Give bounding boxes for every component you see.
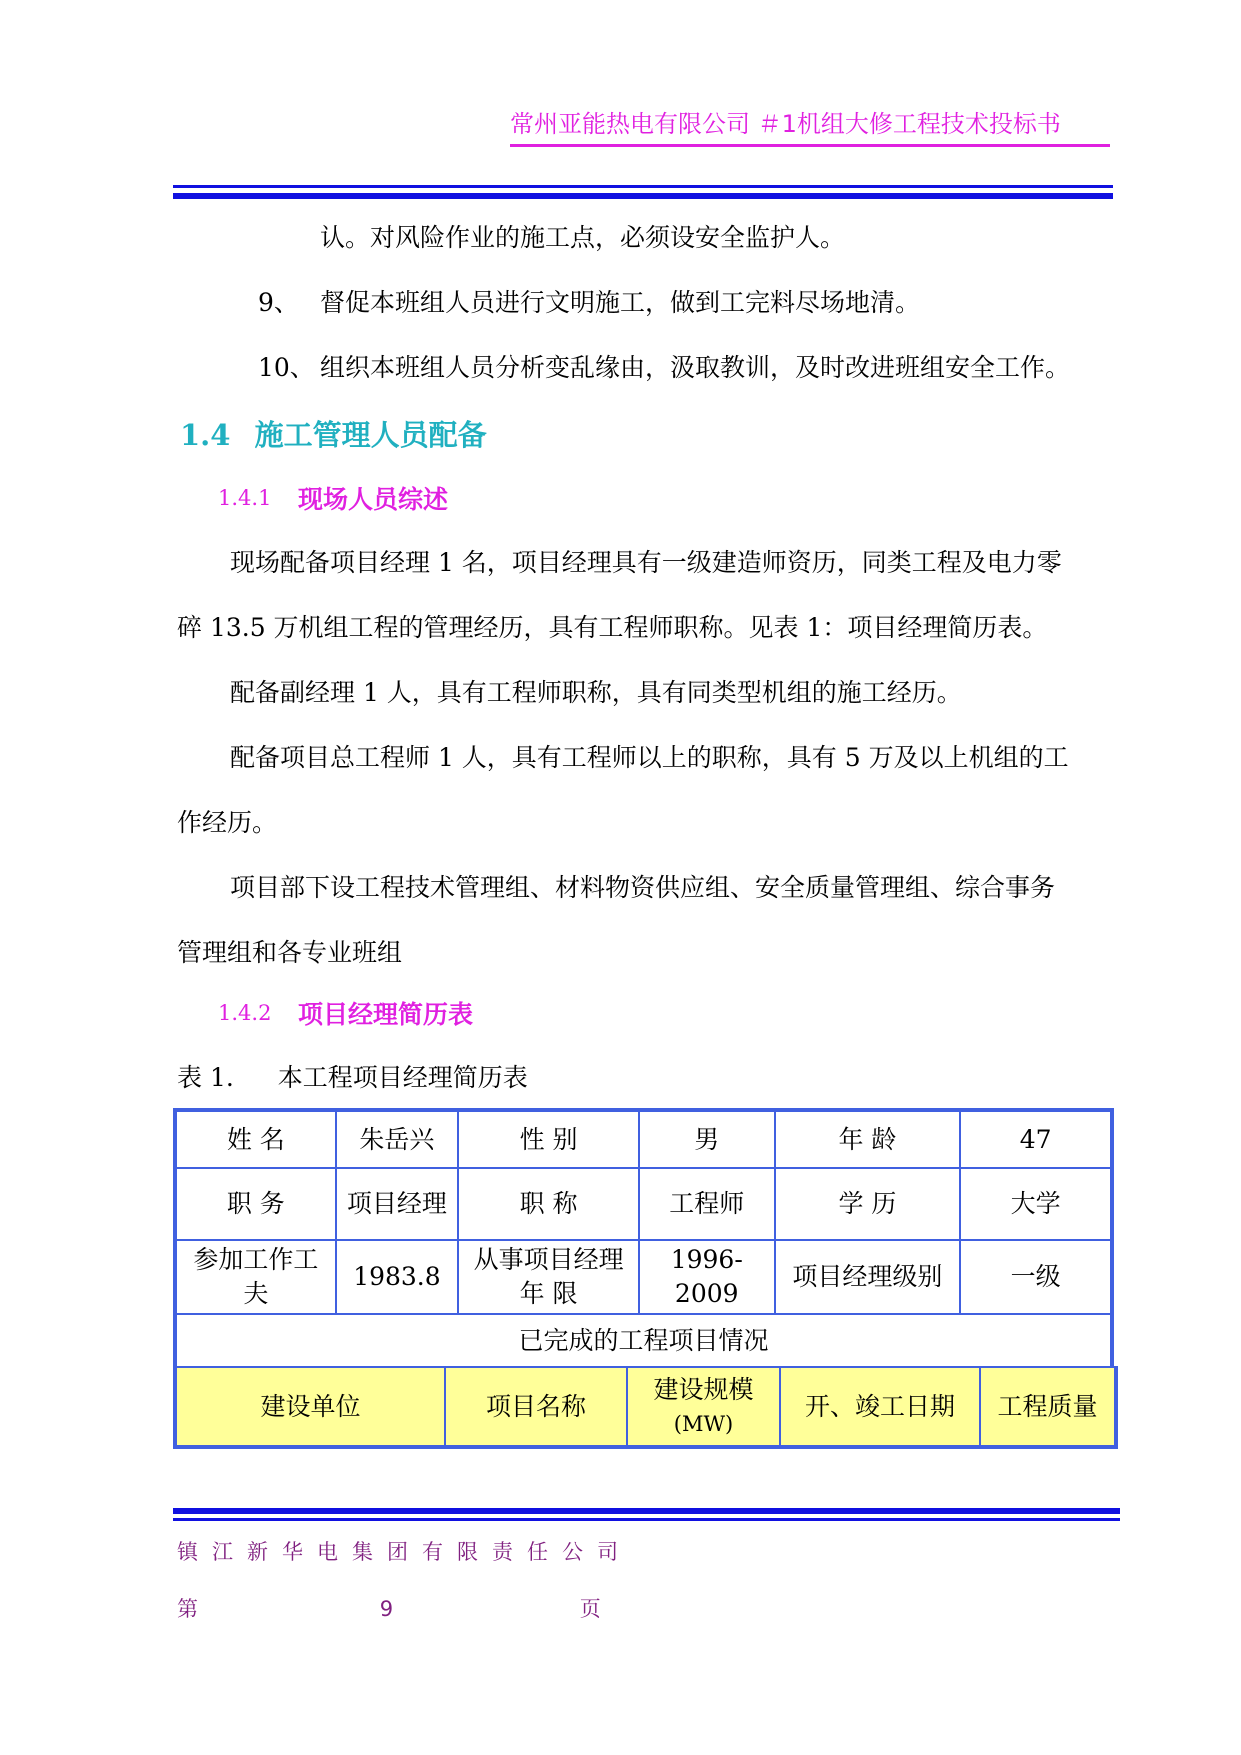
title-value-cell: 工程师 [639, 1168, 775, 1240]
paragraph-departments-line2: 管理组和各专业班组 [177, 938, 403, 967]
footer-rule-thick [173, 1508, 1120, 1514]
subsection-1-4-1-number: 1.4.1 [218, 486, 272, 510]
paragraph-chief-engineer-line1: 配备项目总工程师 1 人，具有工程师以上的职称，具有 5 万及以上机组的工 [230, 743, 1069, 772]
subsection-1-4-2-title: 项目经理简历表 [298, 1000, 474, 1029]
scale-header-text: 建设规模 [653, 1374, 754, 1404]
page-prefix: 第 [177, 1597, 198, 1621]
completed-projects-section-cell: 已完成的工程项目情况 [175, 1314, 1112, 1368]
footer-company-name: 镇江新华电集团有限责任公司 [177, 1540, 632, 1564]
quality-header-cell: 工程质量 [980, 1367, 1116, 1447]
age-value-cell: 47 [960, 1110, 1112, 1168]
table-row [175, 1168, 1112, 1240]
work-start-label-cell: 参加工作工夫 [175, 1240, 336, 1314]
pm-years-label-cell: 从事项目经理 年 限 [458, 1240, 639, 1314]
scale-header-cell [627, 1367, 780, 1447]
table-row [175, 1314, 1112, 1368]
gender-value-cell: 男 [639, 1110, 775, 1168]
education-label-cell: 学 历 [775, 1168, 961, 1240]
paragraph-deputy-manager: 配备副经理 1 人，具有工程师职称，具有同类型机组的施工经历。 [230, 678, 962, 707]
position-value-cell: 项目经理 [336, 1168, 459, 1240]
list-item-10-text: 组织本班组人员分析变乱缘由，汲取教训，及时改进班组安全工作。 [320, 353, 1071, 382]
pm-years-value-cell: 1996-2009 [639, 1240, 775, 1314]
paragraph-continuation: 认。对风险作业的施工点，必须设安全监护人。 [320, 223, 846, 252]
age-label-cell: 年 龄 [775, 1110, 961, 1168]
paragraph-staffing-line1: 现场配备项目经理 1 名，项目经理具有一级建造师资历，同类工程及电力零 [230, 548, 1062, 577]
project-name-header-cell: 项目名称 [445, 1367, 627, 1447]
table-row [175, 1367, 1116, 1447]
list-item-10-number: 10、 [258, 353, 315, 382]
footer-page-indicator [177, 1593, 601, 1623]
document-header-title: 常州亚能热电有限公司 ＃1机组大修工程技术投标书 [510, 108, 1110, 147]
paragraph-chief-engineer-line2: 作经历。 [177, 808, 278, 837]
page-number: 9 [379, 1597, 394, 1621]
table-caption [177, 1060, 528, 1096]
gender-label-cell: 性 别 [458, 1110, 639, 1168]
projects-header-table [173, 1366, 1118, 1449]
section-number: 1.4 [180, 418, 231, 452]
name-value-cell: 朱岳兴 [336, 1110, 459, 1168]
work-start-value-cell: 1983.8 [336, 1240, 459, 1314]
table-row [175, 1110, 1112, 1168]
section-heading-1-4 [180, 413, 487, 454]
education-value-cell: 大学 [960, 1168, 1112, 1240]
name-label-cell: 姓 名 [175, 1110, 336, 1168]
subsection-1-4-2-number: 1.4.2 [218, 1001, 272, 1025]
paragraph-departments-line1: 项目部下设工程技术管理组、材料物资供应组、安全质量管理组、综合事务 [230, 873, 1056, 902]
section-title: 施工管理人员配备 [254, 418, 487, 452]
table-caption-text: 本工程项目经理简历表 [277, 1063, 528, 1092]
manager-resume-table [173, 1108, 1114, 1370]
pm-level-label-cell: 项目经理级别 [775, 1240, 961, 1314]
table-row [175, 1240, 1112, 1314]
position-label-cell: 职 务 [175, 1168, 336, 1240]
paragraph-staffing-line2: 碎 13.5 万机组工程的管理经历，具有工程师职称。见表 1：项目经理简历表。 [177, 613, 1048, 642]
list-item-9-number: 9、 [258, 288, 299, 317]
footer-rule-thin [173, 1518, 1120, 1521]
dates-header-cell: 开、竣工日期 [780, 1367, 980, 1447]
header-rule-thick [173, 193, 1113, 199]
scale-unit-text: (MW) [673, 1411, 734, 1436]
list-item-9-text: 督促本班组人员进行文明施工，做到工完料尽场地清。 [320, 288, 921, 317]
table-caption-label: 表 1. [177, 1063, 234, 1092]
pm-level-value-cell: 一级 [960, 1240, 1112, 1314]
subsection-1-4-1-title: 现场人员综述 [298, 485, 449, 514]
page-suffix: 页 [579, 1597, 601, 1621]
title-label-cell: 职 称 [458, 1168, 639, 1240]
header-rule-thin [173, 185, 1113, 188]
builder-header-cell: 建设单位 [175, 1367, 445, 1447]
